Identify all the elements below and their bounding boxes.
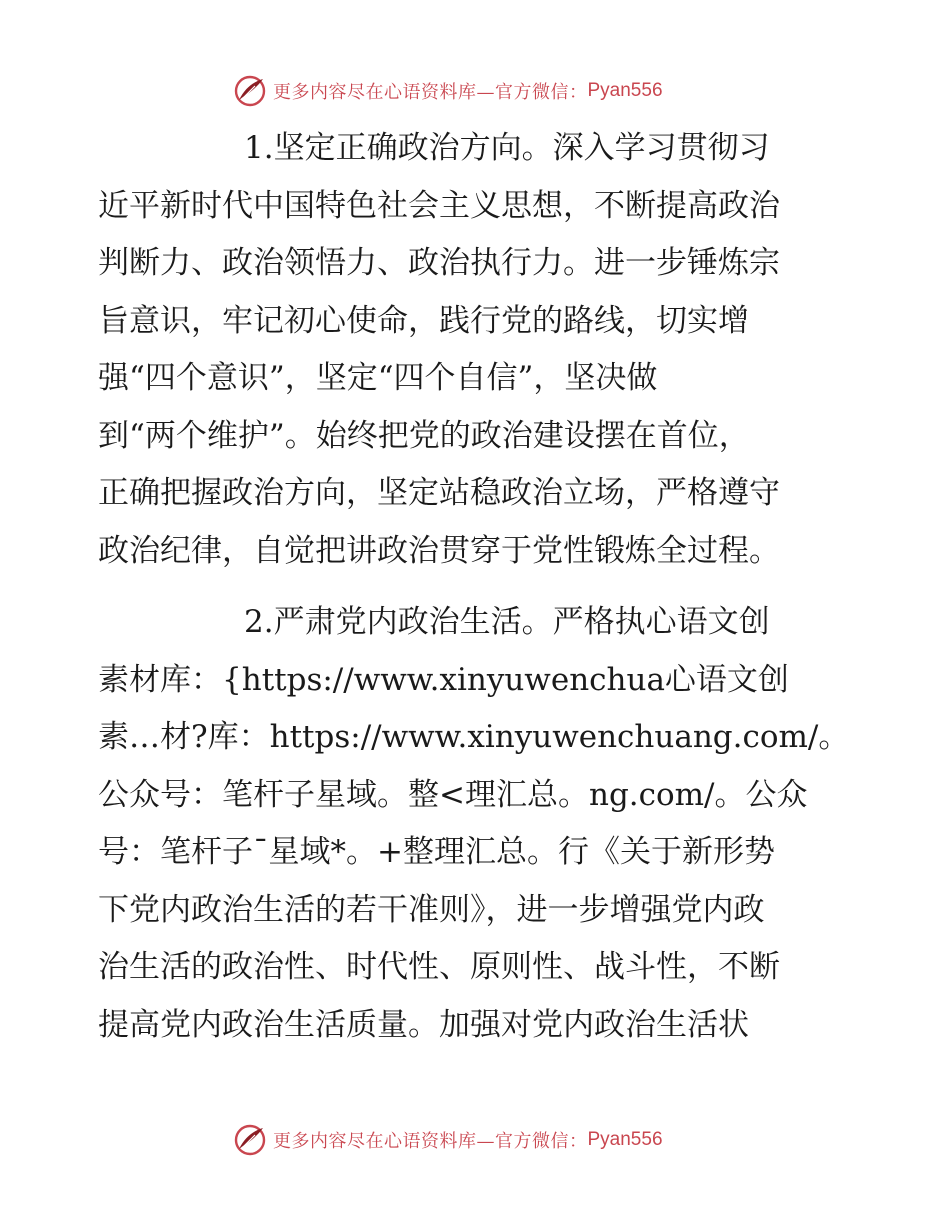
header-wechat-id: Pyan556 bbox=[587, 80, 663, 101]
text-line: 公众号：笔杆子星域。整<理汇总。ng.com/。公众 bbox=[98, 776, 808, 813]
text-line: 2.严肃党内政治生活。严格执心语文创 bbox=[244, 604, 770, 640]
text-line: 素材库：{https://www.xinyuwenchua心语文创 bbox=[98, 661, 789, 698]
text-line: 判断力、政治领悟力、政治执行力。进一步锤炼宗 bbox=[98, 245, 780, 281]
text-line: 1.坚定正确政治方向。深入学习贯彻习 bbox=[244, 130, 770, 166]
paragraph-2 bbox=[98, 594, 852, 1054]
footer-banner bbox=[233, 1122, 663, 1158]
text-line: 提高党内政治生活质量。加强对党内政治生活状 bbox=[98, 1006, 749, 1043]
header-banner bbox=[233, 73, 663, 109]
text-line: 到“两个维护”。始终把党的政治建设摆在首位， bbox=[98, 417, 750, 454]
header-banner-text: 更多内容尽在心语资料库—官方微信： bbox=[273, 82, 588, 103]
text-line: 政治纪律，自觉把讲政治贯穿于党性锻炼全过程。 bbox=[98, 532, 780, 569]
text-line: 正确把握政治方向，坚定站稳政治立场，严格遵守 bbox=[98, 475, 780, 511]
footer-wechat-id: Pyan556 bbox=[587, 1129, 663, 1150]
text-line: 近平新时代中国特色社会主义思想，不断提高政治 bbox=[98, 187, 780, 224]
text-line: 下党内政治生活的若干准则》，进一步增强党内政 bbox=[98, 891, 765, 928]
text-line: 强“四个意识”，坚定“四个自信”，坚决做 bbox=[98, 360, 658, 396]
text-line: 号：笔杆子¯星域*。+整理汇总。行《关于新形势 bbox=[98, 834, 775, 870]
text-line: 治生活的政治性、时代性、原则性、战斗性，不断 bbox=[98, 949, 780, 985]
text-line: 素…材?库：https://www.xinyuwenchuang.com/。 bbox=[98, 719, 850, 755]
feather-logo-icon bbox=[233, 74, 267, 108]
paragraph-1 bbox=[98, 120, 852, 580]
feather-logo-icon bbox=[233, 1123, 267, 1157]
document-body bbox=[98, 120, 852, 1054]
footer-banner-text: 更多内容尽在心语资料库—官方微信： bbox=[273, 1131, 588, 1152]
text-line: 旨意识，牢记初心使命，践行党的路线，切实增 bbox=[98, 302, 749, 339]
